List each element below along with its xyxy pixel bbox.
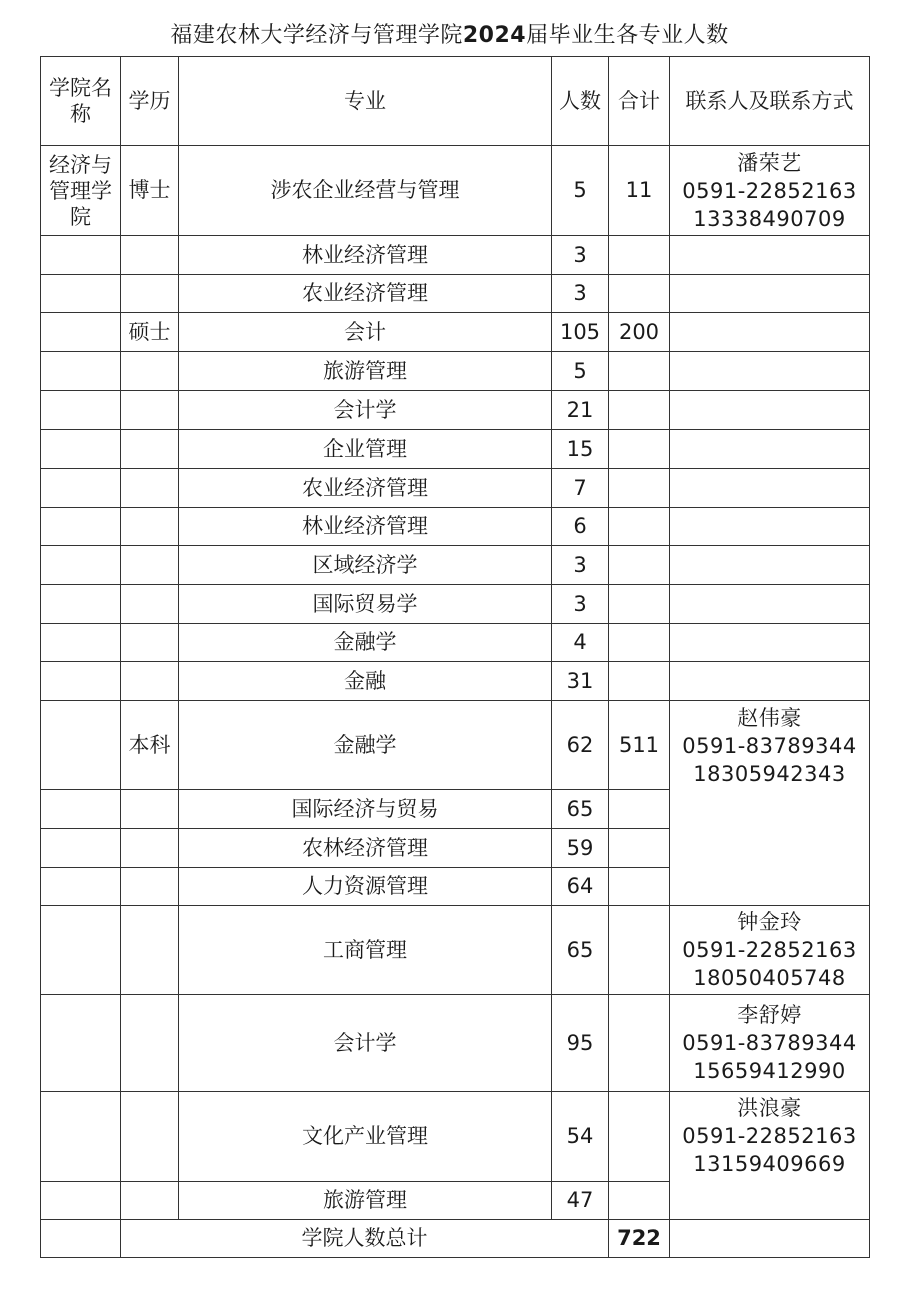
contact-mobile: 18305942343 (693, 762, 846, 786)
table-row (41, 662, 870, 701)
table-row (41, 624, 870, 662)
header-contact: 联系人及联系方式 (670, 57, 870, 146)
header-row (41, 57, 870, 146)
table-row (41, 391, 870, 430)
title-prefix: 福建农林大学经济与管理学院 (170, 23, 463, 48)
count-cell: 105 (552, 313, 609, 352)
major-cell: 国际贸易学 (179, 585, 552, 624)
table-row (41, 701, 870, 790)
contact-phone: 0591-22852163 (682, 938, 857, 962)
table-row (41, 995, 870, 1092)
count-cell: 3 (552, 546, 609, 585)
table-row (41, 352, 870, 391)
major-cell: 人力资源管理 (179, 868, 552, 906)
major-cell: 区域经济学 (179, 546, 552, 585)
table-row (41, 906, 870, 995)
major-cell: 农业经济管理 (179, 469, 552, 508)
college-name-cell: 经济与管理学院 (41, 146, 121, 236)
subtotal-cell-master: 200 (609, 313, 670, 352)
header-college: 学院名称 (41, 57, 121, 146)
contact-mobile: 18050405748 (693, 966, 846, 990)
contact-name: 赵伟豪 (737, 706, 802, 730)
contact-cell (670, 146, 870, 236)
total-row (41, 1220, 870, 1258)
count-cell: 59 (552, 829, 609, 868)
count-cell: 47 (552, 1182, 609, 1220)
count-cell: 4 (552, 624, 609, 662)
contact-phone: 0591-22852163 (682, 178, 857, 203)
contact-cell (670, 995, 870, 1092)
count-cell: 15 (552, 430, 609, 469)
contact-name: 钟金玲 (737, 910, 802, 934)
count-cell: 6 (552, 508, 609, 546)
major-cell: 涉农企业经营与管理 (179, 146, 552, 236)
count-cell: 7 (552, 469, 609, 508)
header-degree: 学历 (121, 57, 179, 146)
count-cell: 62 (552, 701, 609, 790)
contact-mobile: 15659412990 (693, 1059, 846, 1083)
major-cell: 文化产业管理 (179, 1092, 552, 1182)
contact-name: 潘荣艺 (737, 150, 802, 175)
count-cell: 3 (552, 275, 609, 313)
table-row (41, 236, 870, 275)
subtotal-cell-bachelor: 511 (609, 701, 670, 790)
major-cell: 林业经济管理 (179, 236, 552, 275)
major-cell: 企业管理 (179, 430, 552, 469)
count-cell: 31 (552, 662, 609, 701)
major-cell: 农林经济管理 (179, 829, 552, 868)
header-count: 人数 (552, 57, 609, 146)
major-cell: 会计 (179, 313, 552, 352)
subtotal-cell-phd: 11 (609, 146, 670, 236)
contact-cell (670, 906, 870, 995)
major-cell: 旅游管理 (179, 1182, 552, 1220)
degree-cell-master: 硕士 (121, 313, 179, 352)
contact-phone: 0591-83789344 (682, 734, 857, 758)
count-cell: 95 (552, 995, 609, 1092)
count-cell: 65 (552, 790, 609, 829)
title-year: 2024 (462, 23, 527, 48)
table-row (41, 275, 870, 313)
count-cell: 5 (552, 146, 609, 236)
major-cell: 农业经济管理 (179, 275, 552, 313)
table-row (41, 546, 870, 585)
table-row (41, 469, 870, 508)
contact-cell (670, 1092, 870, 1220)
major-cell: 旅游管理 (179, 352, 552, 391)
table-row (41, 313, 870, 352)
total-label: 学院人数总计 (121, 1220, 609, 1258)
graduates-table (40, 56, 870, 1258)
table-row (41, 146, 870, 236)
major-cell: 金融 (179, 662, 552, 701)
table-row (41, 1092, 870, 1182)
table-row (41, 585, 870, 624)
total-value: 722 (609, 1220, 670, 1258)
contact-mobile: 13338490709 (693, 206, 846, 231)
count-cell: 3 (552, 585, 609, 624)
contact-name: 李舒婷 (737, 1003, 802, 1027)
contact-name: 洪浪豪 (737, 1096, 802, 1120)
table-row (41, 508, 870, 546)
contact-phone: 0591-22852163 (682, 1124, 857, 1148)
header-major: 专业 (179, 57, 552, 146)
count-cell: 5 (552, 352, 609, 391)
major-cell: 会计学 (179, 391, 552, 430)
major-cell: 金融学 (179, 701, 552, 790)
count-cell: 64 (552, 868, 609, 906)
count-cell: 65 (552, 906, 609, 995)
degree-cell-bachelor: 本科 (121, 701, 179, 790)
count-cell: 3 (552, 236, 609, 275)
contact-mobile: 13159409669 (693, 1152, 846, 1176)
major-cell: 国际经济与贸易 (179, 790, 552, 829)
document-title (0, 18, 899, 49)
table-row (41, 430, 870, 469)
major-cell: 工商管理 (179, 906, 552, 995)
major-cell: 林业经济管理 (179, 508, 552, 546)
contact-phone: 0591-83789344 (682, 1031, 857, 1055)
header-subtotal: 合计 (609, 57, 670, 146)
count-cell: 21 (552, 391, 609, 430)
title-suffix: 届毕业生各专业人数 (526, 23, 729, 48)
degree-cell-phd: 博士 (121, 146, 179, 236)
count-cell: 54 (552, 1092, 609, 1182)
major-cell: 会计学 (179, 995, 552, 1092)
major-cell: 金融学 (179, 624, 552, 662)
contact-cell (670, 701, 870, 906)
